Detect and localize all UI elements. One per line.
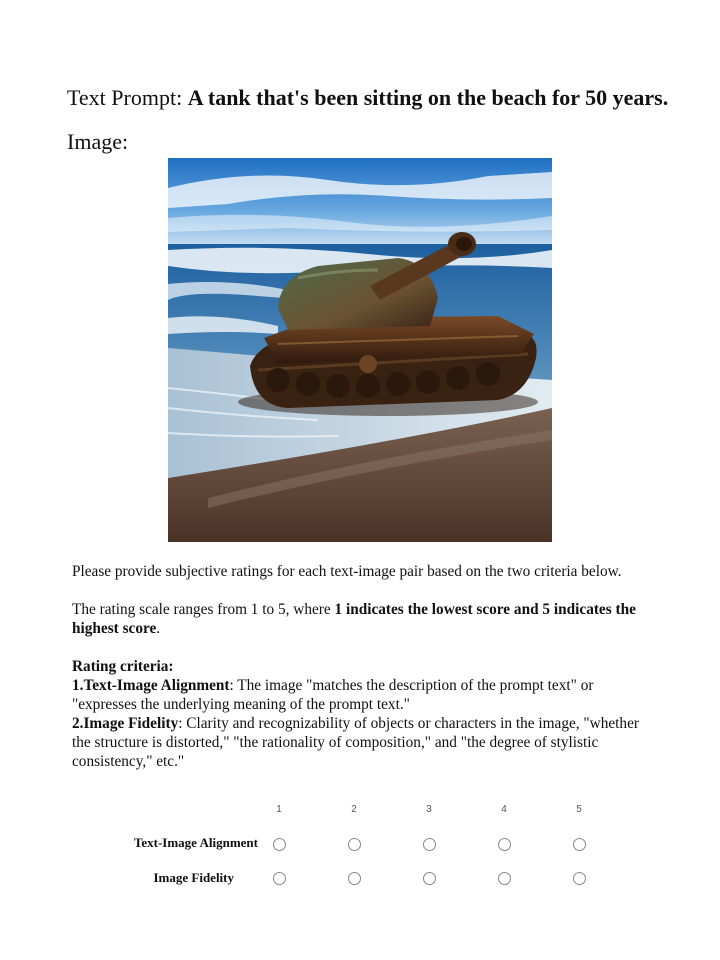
generated-image	[168, 158, 552, 542]
alignment-radio-4[interactable]	[498, 838, 511, 851]
fidelity-radio-2[interactable]	[348, 872, 361, 885]
fidelity-radio-1[interactable]	[273, 872, 286, 885]
alignment-radio-5[interactable]	[573, 838, 586, 851]
criterion-2	[72, 714, 652, 771]
scale-label-4: 4	[501, 804, 507, 815]
tank-on-beach-photo	[168, 158, 552, 542]
image-label: Image:	[67, 129, 129, 154]
instructions-intro: Please provide subjective ratings for each text-image pair based on the two criteria below.	[72, 563, 622, 580]
scale-label-1: 1	[276, 804, 282, 815]
criterion-1	[72, 676, 652, 714]
rating-scale-description	[72, 600, 652, 638]
criterion-1-text: : The image "matches the description of the prompt text" or "expresses the underlying meaning of the prompt text."	[72, 677, 594, 713]
scale-bold: 1 indicates the lowest score and 5 indicates the highest score	[72, 601, 636, 637]
row-label-alignment: Text-Image Alignment	[133, 835, 258, 850]
text-prompt	[67, 84, 668, 112]
fidelity-radio-3[interactable]	[423, 872, 436, 885]
alignment-radio-3[interactable]	[423, 838, 436, 851]
alignment-radio-1[interactable]	[273, 838, 286, 851]
criterion-2-title: 2.Image Fidelity	[72, 715, 179, 732]
criterion-1-title: 1.Text-Image Alignment	[72, 677, 230, 694]
fidelity-radio-4[interactable]	[498, 872, 511, 885]
row-label-fidelity: Image Fidelity	[153, 870, 234, 885]
prompt-text: A tank that's been sitting on the beach for 50 years.	[187, 85, 669, 110]
scale-suffix: .	[156, 620, 161, 637]
fidelity-radio-5[interactable]	[573, 872, 586, 885]
instructions	[72, 562, 652, 771]
scale-prefix: The rating scale ranges from 1 to 5, where	[72, 601, 335, 618]
scale-label-3: 3	[426, 804, 432, 815]
rating-grid	[0, 800, 720, 900]
scale-label-5: 5	[576, 804, 582, 815]
alignment-radio-2[interactable]	[348, 838, 361, 851]
scale-label-2: 2	[351, 804, 357, 815]
criteria-title: Rating criteria:	[72, 658, 174, 675]
prompt-label: Text Prompt:	[67, 85, 183, 110]
criterion-2-text: : Clarity and recognizability of objects or characters in the image, "whether the structure is distorted," "the rationality of composition," and "the degree of stylistic consistency," etc."	[72, 715, 639, 770]
